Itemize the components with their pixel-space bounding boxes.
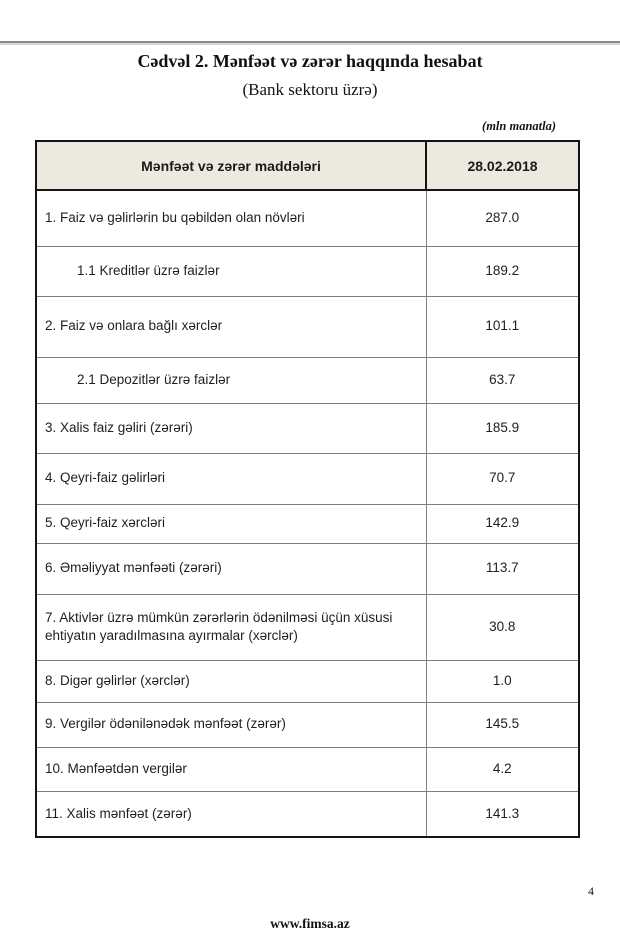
table-row	[36, 190, 579, 246]
row-label: 3. Xalis faiz gəliri (zərəri)	[36, 403, 426, 453]
row-value: 113.7	[426, 543, 579, 594]
row-value: 63.7	[426, 357, 579, 403]
report-table-body	[36, 190, 579, 837]
table-row	[36, 357, 579, 403]
row-label: 8. Digər gəlirlər (xərclər)	[36, 660, 426, 702]
row-label: 1. Faiz və gəlirlərin bu qəbildən olan növləri	[36, 190, 426, 246]
row-label: 2. Faiz və onlara bağlı xərclər	[36, 296, 426, 357]
table-row	[36, 747, 579, 791]
row-value: 189.2	[426, 246, 579, 296]
table-row	[36, 246, 579, 296]
row-label: 1.1 Kreditlər üzrə faizlər	[36, 246, 426, 296]
column-header-items: Mənfəət və zərər maddələri	[36, 141, 426, 190]
row-label: 6. Əməliyyat mənfəəti (zərəri)	[36, 543, 426, 594]
units-note: (mln manatla)	[482, 119, 556, 133]
row-label: 4. Qeyri-faiz gəlirləri	[36, 453, 426, 504]
table-row	[36, 543, 579, 594]
row-value: 185.9	[426, 403, 579, 453]
table-row	[36, 594, 579, 660]
page-number: 4	[588, 884, 594, 898]
table-row	[36, 296, 579, 357]
row-value: 141.3	[426, 791, 579, 837]
top-divider-line	[0, 41, 620, 45]
row-label: 11. Xalis mənfəət (zərər)	[36, 791, 426, 837]
row-value: 30.8	[426, 594, 579, 660]
page-subtitle: (Bank sektoru üzrə)	[242, 80, 378, 99]
row-label: 2.1 Depozitlər üzrə faizlər	[36, 357, 426, 403]
row-value: 145.5	[426, 702, 579, 747]
table-row	[36, 791, 579, 837]
table-row	[36, 702, 579, 747]
table-row	[36, 504, 579, 543]
row-value: 1.0	[426, 660, 579, 702]
table-row	[36, 403, 579, 453]
profit-loss-table	[35, 140, 580, 838]
row-value: 101.1	[426, 296, 579, 357]
row-label: 5. Qeyri-faiz xərcləri	[36, 504, 426, 543]
row-label: 7. Aktivlər üzrə mümkün zərərlərin ödənilməsi üçün xüsusi ehtiyatın yaradılmasına ayırmalar (xərclər)	[36, 594, 426, 660]
row-value: 142.9	[426, 504, 579, 543]
table-header	[36, 141, 579, 190]
footer-url: www.fimsa.az	[270, 916, 350, 931]
row-value: 4.2	[426, 747, 579, 791]
table-row	[36, 453, 579, 504]
row-label: 9. Vergilər ödənilənədək mənfəət (zərər)	[36, 702, 426, 747]
row-value: 287.0	[426, 190, 579, 246]
row-label: 10. Mənfəətdən vergilər	[36, 747, 426, 791]
table-row	[36, 660, 579, 702]
page-title: Cədvəl 2. Mənfəət və zərər haqqında hesabat	[137, 51, 483, 71]
column-header-date: 28.02.2018	[426, 141, 579, 190]
row-value: 70.7	[426, 453, 579, 504]
